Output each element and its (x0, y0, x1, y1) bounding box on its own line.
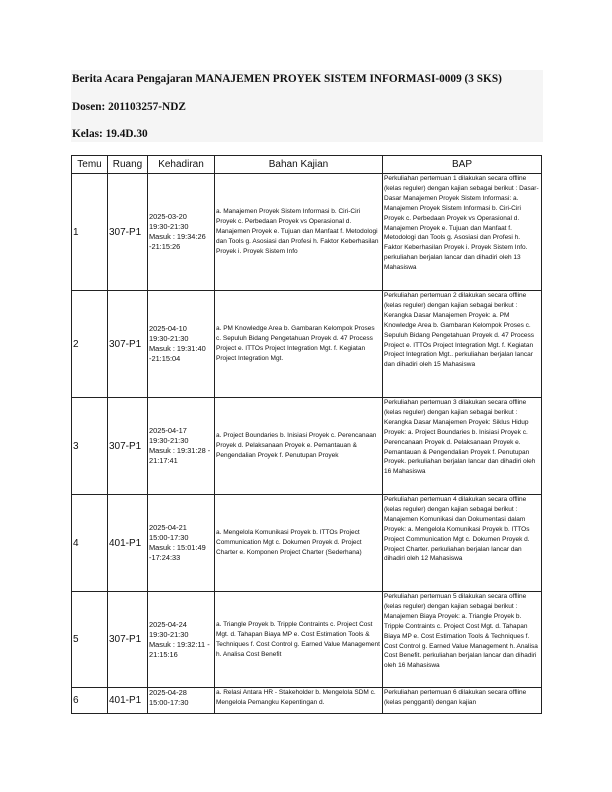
bahan-kajian-cell: a. Mengelola Komunikasi Proyek b. ITTOs Project Communication Mgt c. Dokumen Proyek d. Project Charter e. Komponen Project Charter (Sederhana) (215, 495, 383, 592)
check-in: Masuk : 19:31:40 (149, 344, 206, 353)
table-row (72, 398, 542, 495)
document-header (71, 70, 543, 142)
ruang-cell: 307-P1 (108, 398, 148, 495)
session-date: 2025-04-28 (149, 688, 187, 697)
temu-cell: 3 (72, 398, 108, 495)
temu-cell: 2 (72, 291, 108, 398)
temu-cell: 1 (72, 174, 108, 291)
ruang-cell: 307-P1 (108, 592, 148, 688)
bahan-kajian-cell: a. PM Knowledge Area b. Gambaran Kelompok Proses c. Sepuluh Bidang Pengetahuan Proyek d. 47 Process Project e. ITTOs Project Integration Mgt. f. Kegiatan Project Integration Mgt. (215, 291, 383, 398)
ruang-cell: 307-P1 (108, 174, 148, 291)
kehadiran-cell (148, 688, 215, 714)
column-header-kehadiran: Kehadiran (148, 156, 215, 174)
temu-cell: 4 (72, 495, 108, 592)
bap-cell: Perkuliahan pertemuan 1 dilakukan secara offline (kelas reguler) dengan kajian sebagai berikut : Dasar-Dasar Manajemen Proyek Sistem Informasi: a. Manajemen Proyek Sistem Informasi b. Ciri-Ciri Proyek c. Perbedaan Proyek vs Operasional d. Manajemen Proyek e. Tujuan dan Manfaat f. Metodologi dan Tools g. Asosiasi dan Profesi h. Faktor Keberhasilan Proyek i. Proyek Sistem Info. perkuliahan berjalan lancar dan dihadiri oleh 13 Mahasiswa (383, 174, 542, 291)
bap-cell: Perkuliahan pertemuan 6 dilakukan secara offline (kelas pengganti) dengan kajian (383, 688, 542, 714)
column-header-bahan-kajian: Bahan Kajian (215, 156, 383, 174)
class-line: Kelas: 19.4D.30 (72, 128, 148, 140)
bap-cell: Perkuliahan pertemuan 4 dilakukan secara offline (kelas reguler) dengan kajian sebagai berikut : Manajemen Komunikasi dan Dokumentasi dalam Proyek: a. Mengelola Komunikasi Proyek b. ITTOs Project Communication Mgt c. Dokumen Proyek d. Project Charter. perkuliahan berjalan lancar dan dihadiri oleh 12 Mahasiswa (383, 495, 542, 592)
session-date: 2025-04-10 (149, 324, 187, 333)
column-header-temu: Temu (72, 156, 108, 174)
session-date: 2025-04-17 (149, 426, 187, 435)
bap-cell: Perkuliahan pertemuan 5 dilakukan secara offline (kelas reguler) dengan kajian sebagai berikut : Manajemen Biaya Proyek: a. Triangle Proyek b. Tripple Contraints c. Project Cost Mgt. d. Tahapan Biaya MP e. Cost Estimation Tools & Techniques f. Cost Control g. Earned Value Management h. Analisa Cost Benefit. perkuliahan berjalan lancar dan dihadiri oleh 16 Mahasiswa (383, 592, 542, 688)
table-row (72, 495, 542, 592)
check-out: -21:15:26 (149, 242, 181, 251)
check-in: Masuk : 19:31:28 - (149, 446, 211, 455)
session-time: 15:00-17:30 (149, 698, 189, 707)
check-in: Masuk : 19:34:26 (149, 232, 206, 241)
check-out: 21:15:16 (149, 649, 178, 659)
teaching-record-table (71, 155, 542, 714)
session-time: 15:00-17:30 (149, 533, 189, 542)
temu-cell: 5 (72, 592, 108, 688)
bahan-kajian-cell: a. Project Boundaries b. Inisiasi Proyek c. Perencanaan Proyek d. Pelaksanaan Proyek e. Pemantauan & Pengendalian Proyek f. Penutupan Proyek (215, 398, 383, 495)
table-row (72, 592, 542, 688)
kehadiran-cell (148, 592, 215, 688)
check-out: -21:15:04 (149, 354, 181, 363)
bahan-kajian-cell: a. Triangle Proyek b. Tripple Contraints c. Project Cost Mgt. d. Tahapan Biaya MP e. Cost Estimation Tools & Techniques f. Cost Control g. Earned Value Management h. Analisa Cost Benefit (215, 592, 383, 688)
check-out: 21:17:41 (149, 456, 178, 465)
bap-cell: Perkuliahan pertemuan 3 dilakukan secara offline (kelas reguler) dengan kajian sebagai berikut : Kerangka Dasar Manajemen Proyek: Siklus Hidup Proyek: a. Project Boundaries b. Inisiasi Proyek c. Perencanaan Proyek d. Pelaksanaan Proyek e. Pemantauan & Pengendalian Proyek f. Penutupan Proyek. perkuliahan berjalan lancar dan dihadiri oleh 16 Mahasiswa (383, 398, 542, 495)
table-header-row (72, 156, 542, 174)
table-row (72, 688, 542, 714)
kehadiran-cell (148, 291, 215, 398)
session-time: 19:30-21:30 (149, 436, 189, 445)
session-time: 19:30-21:30 (149, 629, 189, 639)
check-out: -17:24:33 (149, 553, 181, 562)
session-date: 2025-04-21 (149, 523, 187, 532)
ruang-cell: 401-P1 (108, 688, 148, 714)
session-time: 19:30-21:30 (149, 334, 189, 343)
column-header-bap: BAP (383, 156, 542, 174)
kehadiran-cell (148, 398, 215, 495)
session-time: 19:30-21:30 (149, 222, 189, 231)
ruang-cell: 401-P1 (108, 495, 148, 592)
column-header-ruang: Ruang (108, 156, 148, 174)
kehadiran-cell (148, 495, 215, 592)
lecturer-line: Dosen: 201103257-NDZ (72, 101, 186, 113)
check-in: Masuk : 19:32:11 - (149, 639, 210, 649)
session-date: 2025-04-24 (149, 619, 187, 629)
course-title: Berita Acara Pengajaran MANAJEMEN PROYEK SISTEM INFORMASI-0009 (3 SKS) (72, 73, 502, 85)
kehadiran-cell (148, 174, 215, 291)
check-in: Masuk : 15:01:49 (149, 543, 206, 552)
bahan-kajian-cell: a. Manajemen Proyek Sistem Informasi b. Ciri-Ciri Proyek c. Perbedaan Proyek vs Operasional d. Manajemen Proyek e. Tujuan dan Manfaat f. Metodologi dan Tools g. Asosiasi dan Profesi h. Faktor Keberhasilan Proyek i. Proyek Sistem Info (215, 174, 383, 291)
bap-cell: Perkuliahan pertemuan 2 dilakukan secara offline (kelas reguler) dengan kajian sebagai berikut : Kerangka Dasar Manajemen Proyek: a. PM Knowledge Area b. Gambaran Kelompok Proses c. Sepuluh Bidang Pengetahuan Proyek d. 47 Process Project e. ITTOs Project Integration Mgt. f. Kegiatan Project Integration Mgt.. perkuliahan berjalan lancar dan dihadiri oleh 15 Mahasiswa (383, 291, 542, 398)
bahan-kajian-cell: a. Relasi Antara HR - Stakeholder b. Mengelola SDM c. Mengelola Pemangku Kepentingan d. (215, 688, 383, 714)
ruang-cell: 307-P1 (108, 291, 148, 398)
table-row (72, 291, 542, 398)
temu-cell: 6 (72, 688, 108, 714)
session-date: 2025-03-20 (149, 212, 187, 221)
table-row (72, 174, 542, 291)
